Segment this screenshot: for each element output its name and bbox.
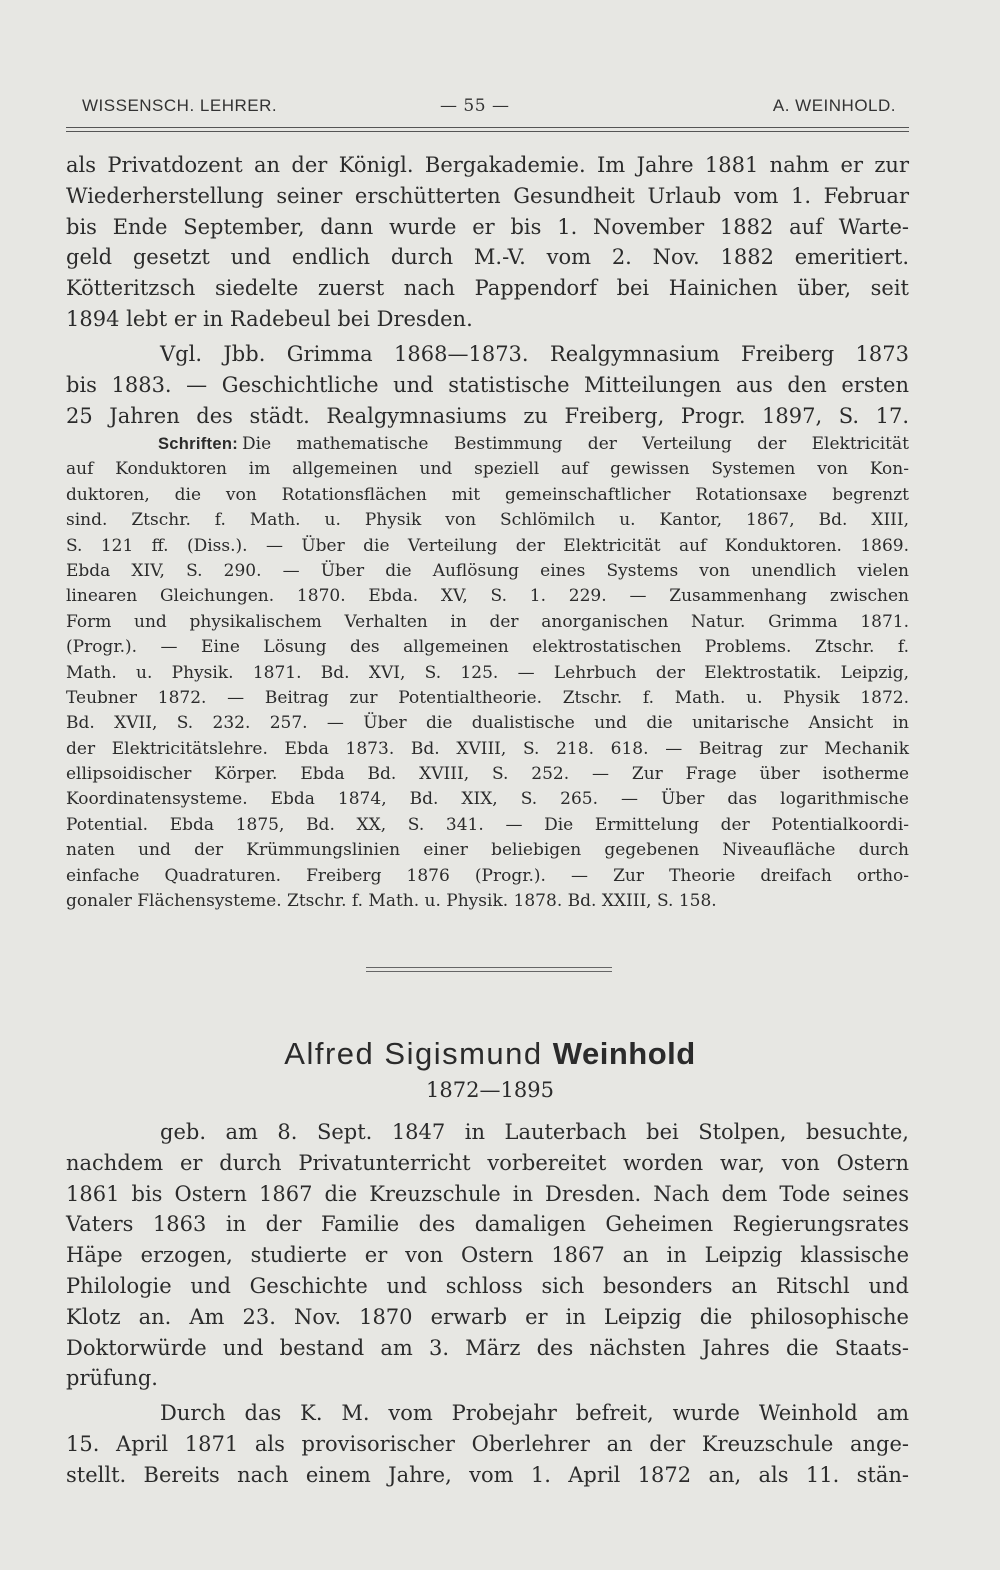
text-line: gonaler Flächensysteme. Ztschr. f. Math. u. Physik. 1878. Bd. XXIII, S. 158. bbox=[66, 891, 717, 912]
text-line: Potential. Ebda 1875, Bd. XX, S. 341. — Die Ermittelung der Potentialkoordi- bbox=[66, 814, 909, 835]
text-line: Vaters 1863 in der Familie des damaligen Geheimen Regierungsrates bbox=[66, 1212, 909, 1237]
text-line: duktoren, die von Rotationsflächen mit gemeinschaftlicher Rotationsaxe begrenzt bbox=[66, 484, 909, 505]
text-line: sind. Ztschr. f. Math. u. Physik von Schlömilch u. Kantor, 1867, Bd. XIII, bbox=[66, 510, 909, 531]
text-line: als Privatdozent an der Königl. Bergakademie. Im Jahre 1881 nahm er zur bbox=[66, 153, 909, 177]
header-rule bbox=[66, 127, 909, 132]
text-line: einfache Quadraturen. Freiberg 1876 (Progr.). — Zur Theorie dreifach ortho- bbox=[66, 865, 909, 886]
given-names: Alfred Sigismund bbox=[284, 1036, 543, 1071]
text-line: Vgl. Jbb. Grimma 1868—1873. Realgymnasium Freiberg 1873 bbox=[160, 342, 909, 366]
text-line: prüfung. bbox=[66, 1366, 158, 1391]
text-line: Ebda XIV, S. 290. — Über die Auflösung eines Systems von unendlich vielen bbox=[66, 560, 909, 581]
text-line: Koordinatensysteme. Ebda 1874, Bd. XIX, S. 265. — Über das logarithmische bbox=[66, 789, 909, 810]
text-line: bis Ende September, dann wurde er bis 1. November 1882 auf Warte- bbox=[66, 214, 909, 239]
text-line: Wiederherstellung seiner erschütterten Gesundheit Urlaub vom 1. Februar bbox=[66, 183, 909, 208]
text-line: auf Konduktoren im allgemeinen und speziell auf gewissen Systemen von Kon- bbox=[66, 459, 909, 480]
publications-label: Schriften: bbox=[158, 435, 239, 453]
text-line: linearen Gleichungen. 1870. Ebda. XV, S. 1. 229. — Zusammenhang zwischen bbox=[66, 586, 909, 607]
text-line: nachdem er durch Privatunterricht vorbereitet worden war, von Ostern bbox=[66, 1150, 909, 1175]
text-line: 25 Jahren des städt. Realgymnasiums zu Freiberg, Progr. 1897, S. 17. bbox=[66, 403, 909, 428]
biography-paragraph-1 bbox=[66, 1117, 909, 1394]
text-line: geld gesetzt und endlich durch M.-V. vom 2. Nov. 1882 emeritiert. bbox=[66, 245, 909, 270]
publications-first-line bbox=[66, 432, 909, 457]
text-line: ellipsoidischer Körper. Ebda Bd. XVIII, S. 252. — Zur Frage über isotherme bbox=[66, 764, 909, 785]
text-line: 15. April 1871 als provisorischer Oberlehrer an der Kreuzschule ange- bbox=[66, 1431, 909, 1456]
page-number: — 55 — bbox=[440, 96, 510, 116]
text-line: Math. u. Physik. 1871. Bd. XVI, S. 125. — Lehrbuch der Elektrostatik. Leipzig, bbox=[66, 662, 909, 683]
section-separator bbox=[366, 967, 612, 972]
text-line: Bd. XVII, S. 232. 257. — Über die dualistische und die unitarische Ansicht in bbox=[66, 713, 909, 734]
text-line: naten und der Krümmungslinien einer beliebigen gegebenen Niveaufläche durch bbox=[66, 840, 909, 861]
text-line: S. 121 ff. (Diss.). — Über die Verteilung der Elektricität auf Konduktoren. 1869. bbox=[66, 535, 909, 556]
text-line: der Elektricitätslehre. Ebda 1873. Bd. XVIII, S. 218. 618. — Beitrag zur Mechanik bbox=[66, 738, 909, 759]
text-line: bis 1883. — Geschichtliche und statistische Mitteilungen aus den ersten bbox=[66, 372, 909, 397]
top-paragraph bbox=[66, 150, 909, 335]
text-line: Teubner 1872. — Beitrag zur Potentialtheorie. Ztschr. f. Math. u. Physik 1872. bbox=[66, 687, 909, 708]
text-line: Doktorwürde und bestand am 3. März des nächsten Jahres die Staats- bbox=[66, 1335, 909, 1360]
person-name-heading bbox=[0, 1036, 980, 1072]
text-line: 1861 bis Ostern 1867 die Kreuzschule in Dresden. Nach dem Tode seines bbox=[66, 1181, 909, 1206]
text-line: Philologie und Geschichte und schloss sich besonders an Ritschl und bbox=[66, 1273, 909, 1298]
header-left: WISSENSCH. LEHRER. bbox=[82, 96, 278, 115]
text-line: (Progr.). — Eine Lösung des allgemeinen elektrostatischen Problems. Ztschr. f. bbox=[66, 637, 909, 658]
text-line: geb. am 8. Sept. 1847 in Lauterbach bei Stolpen, besuchte, bbox=[160, 1120, 909, 1144]
text-line: 1894 lebt er in Radebeul bei Dresden. bbox=[66, 306, 473, 331]
text-line: Klotz an. Am 23. Nov. 1870 erwarb er in Leipzig die philosophische bbox=[66, 1304, 909, 1329]
text-line: stellt. Bereits nach einem Jahre, vom 1. April 1872 an, als 11. stän- bbox=[66, 1462, 909, 1487]
surname: Weinhold bbox=[552, 1036, 696, 1071]
tenure-years: 1872—1895 bbox=[426, 1078, 554, 1102]
biography-paragraph-2 bbox=[66, 1398, 909, 1490]
text-span: Die mathematische Bestimmung der Verteilung der Elektricität bbox=[242, 434, 909, 454]
running-header bbox=[80, 96, 910, 122]
text-line: Form und physikalischem Verhalten in der anorganischen Natur. Grimma 1871. bbox=[66, 611, 909, 632]
text-line: Durch das K. M. vom Probejahr befreit, wurde Weinhold am bbox=[160, 1401, 909, 1425]
text-line: Häpe erzogen, studierte er von Ostern 1867 an in Leipzig klassische bbox=[66, 1243, 909, 1268]
header-right: A. WEINHOLD. bbox=[772, 96, 896, 115]
text-line: Kötteritzsch siedelte zuerst nach Pappendorf bei Hainichen über, seit bbox=[66, 276, 909, 301]
publications-list bbox=[66, 432, 909, 914]
references-paragraph bbox=[66, 339, 909, 431]
